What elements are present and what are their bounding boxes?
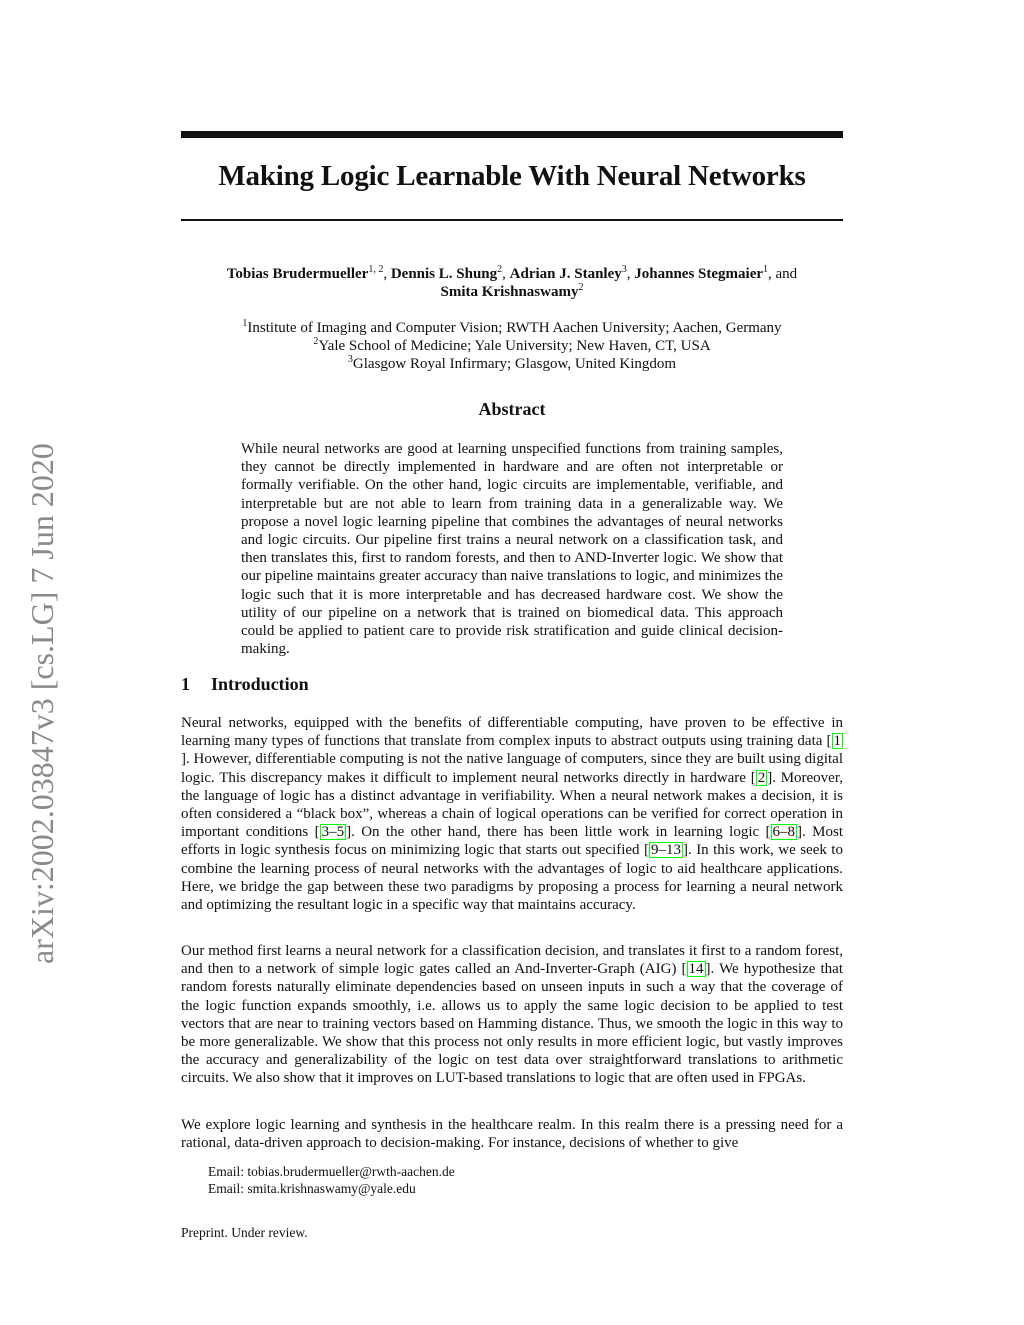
affiliation-mark: 1 — [242, 318, 248, 329]
citation-link[interactable]: 9–13 — [651, 842, 681, 859]
author-affil-mark: 1 — [763, 264, 769, 275]
preprint-footer: Preprint. Under review. — [181, 1225, 308, 1240]
paragraph-text: Our method first learns a neural network for a classification decision, and translates it first to a random forest, and then to a network of simple logic gates called an And-Inverter-Graph (AIG) [ — [181, 943, 843, 978]
author-affil-mark: 2 — [578, 282, 584, 293]
affiliation-text: Yale School of Medicine; Yale University; New Haven, CT, USA — [318, 338, 711, 354]
citation-link[interactable]: 2 — [757, 769, 766, 786]
abstract-heading: Abstract — [478, 399, 546, 419]
author-affil-mark: 3 — [621, 264, 627, 275]
citation-link[interactable]: 1 — [833, 733, 841, 750]
author-separator: , — [626, 266, 635, 282]
section-number: 1 — [181, 674, 190, 694]
email-line: Email: tobias.brudermueller@rwth-aachen.de — [208, 1164, 455, 1179]
author-name: Johannes Stegmaier — [634, 266, 764, 282]
author-separator: , and — [768, 266, 798, 282]
intro-paragraph-3: We explore logic learning and synthesis in the healthcare realm. In this realm there is a pressing need for a rational, data-driven approach to decision-making. For instance, decisions of whether to give — [181, 1117, 843, 1152]
title-rule-top — [181, 131, 843, 138]
paper-title: Making Logic Learnable With Neural Networks — [218, 160, 806, 192]
author-affil-mark: 1, 2 — [368, 264, 384, 275]
affiliation-line — [181, 319, 843, 337]
intro-paragraph-2 — [181, 942, 843, 1088]
title-rule-bottom — [181, 219, 843, 221]
affiliation-text: Glasgow Royal Infirmary; Glasgow, United Kingdom — [352, 356, 677, 372]
abstract-text: While neural networks are good at learning unspecified functions from training samples, they cannot be directly implemented in hardware and are often not interpretable or formally verifiable. On the other hand, logic circuits are implementable, verifiable, and interpretable but are not able to learn from training data in a generalizable way. We propose a novel logic learning pipeline that combines the advantages of neural networks and logic circuits. Our pipeline first trains a neural network on a classification task, and then translates this, first to random forests, and then to AND-Inverter logic. We show that our pipeline maintains greater accuracy than naive translations to logic, and minimizes the logic such that it is more interpretable and has decreased hardware cost. We show the utility of our pipeline on a network that is trained on biomedical data. This approach could be applied to patient care to provide risk stratification and guide clinical decision-making. — [241, 441, 783, 658]
paragraph-text: ]. However, differentiable computing is not the native language of computers, since they are built using digital logic. This discrepancy makes it difficult to implement neural networks directly in hardware [ — [181, 751, 843, 786]
section-title: Introduction — [211, 674, 309, 694]
author-list — [181, 265, 843, 301]
affiliation-line — [181, 337, 843, 355]
section-heading-introduction — [181, 674, 309, 695]
author-separator: , — [502, 266, 510, 282]
citation-link[interactable]: 14 — [688, 961, 704, 978]
author-name: Smita Krishnaswamy — [440, 284, 579, 300]
affiliation-list — [181, 319, 843, 373]
affiliation-text: Institute of Imaging and Computer Vision; RWTH Aachen University; Aachen, Germany — [247, 320, 782, 336]
paragraph-text: ]. In this work, we seek to combine the learning process of neural networks with the advantages of logic to aid healthcare applications. Here, we bridge the gap between these two paradigms by proposing a process for learning a neural network and optimizing the resultant logic in a specific way that maintains accuracy. — [181, 842, 843, 914]
paragraph-text: ]. On the other hand, there has been little work in learning logic [ — [346, 824, 771, 841]
arxiv-stamp: arXiv:2002.03847v3 [cs.LG] 7 Jun 2020 — [24, 443, 60, 964]
affiliation-mark: 3 — [347, 354, 353, 365]
citation-link[interactable]: 3–5 — [321, 824, 345, 841]
paragraph-text: ]. Most efforts in logic synthesis focus on minimizing logic that starts out specified [ — [181, 824, 843, 859]
affiliation-mark: 2 — [313, 336, 319, 347]
paragraph-text: ]. Moreover, the language of logic has a distinct advantage in verifiability. When a neural network makes a decision, it is often considered a “black box”, whereas a chain of logical operations can be verified for correct operation in important conditions [ — [181, 769, 843, 841]
paragraph-text: ]. We hypothesize that random forests naturally eliminate dependencies based on unseen inputs in such a way that the coverage of the logic function expands smoothly, i.e. allows us to apply the same logic decision to be applied to test vectors that are near to training vectors based on Hamming distance. Thus, we smooth the logic in this way to be more generalizable. We show that this process not only results in more efficient logic, but vastly improves the accuracy and generalizability of the logic on test data over straightforward translations to arithmetic circuits. We also show that it improves on LUT-based translations to logic that are often used in FPGAs. — [181, 961, 843, 1087]
author-name: Dennis L. Shung — [390, 266, 498, 282]
paragraph-text: Neural networks, equipped with the benefits of differentiable computing, have proven to be effective in learning many types of functions that translate from complex inputs to abstract outputs using training data [ — [181, 715, 843, 750]
email-line: Email: smita.krishnaswamy@yale.edu — [208, 1181, 416, 1196]
affiliation-line — [181, 355, 843, 373]
author-name: Tobias Brudermueller — [226, 266, 369, 282]
footnote-emails — [208, 1163, 455, 1197]
author-affil-mark: 2 — [497, 264, 503, 275]
author-separator: , — [383, 266, 391, 282]
intro-paragraph-1 — [181, 714, 843, 914]
author-name: Adrian J. Stanley — [509, 266, 622, 282]
citation-link[interactable]: 6–8 — [772, 824, 796, 841]
